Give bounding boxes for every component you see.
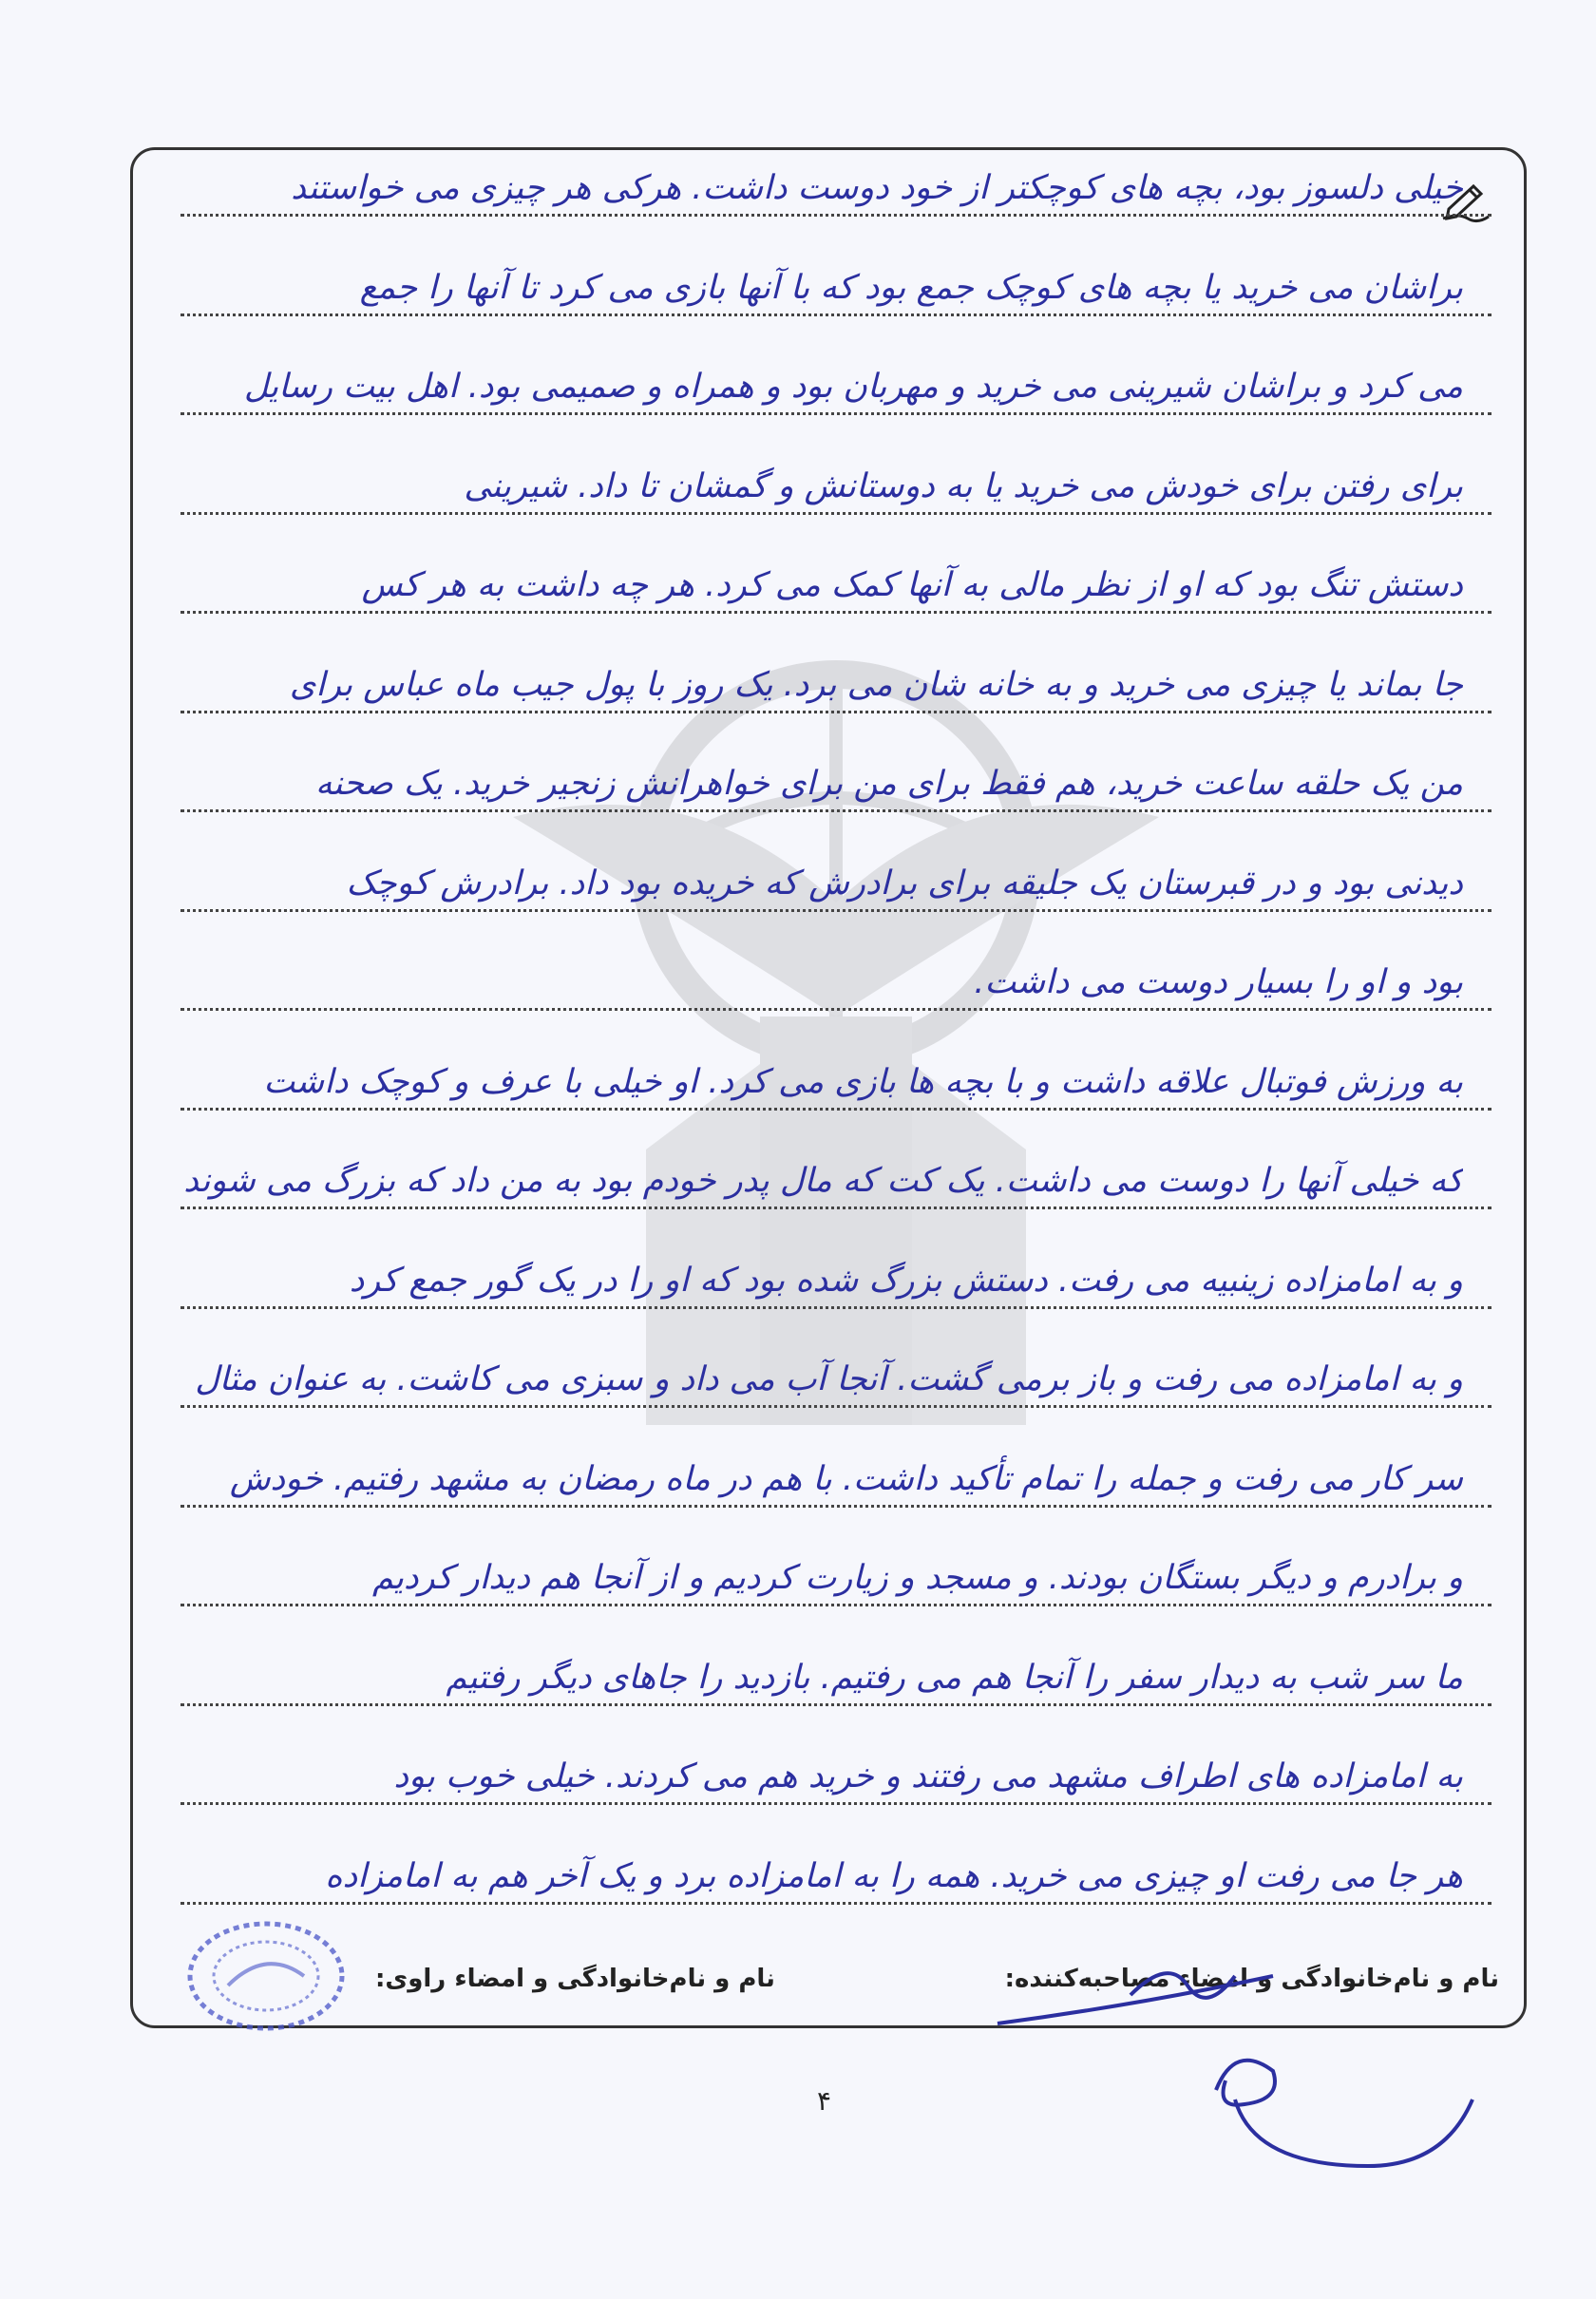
handwritten-line: می کرد و براشان شیرینی می خرید و مهربان بود و همراه و صمیمی بود. اهل بیت رسایل: [243, 368, 1463, 406]
handwritten-line: هر جا می رفت او چیزی می خرید. همه را به امامزاده برد و یک آخر هم به امامزاده: [325, 1856, 1463, 1895]
handwritten-signature: [988, 1938, 1482, 2185]
interviewer-signature-label: نام و نام‌خانوادگی و امضاء مصاحبه‌کننده:: [1004, 1965, 1499, 1993]
handwritten-line: و به امامزاده زینبیه می رفت. دستش بزرگ شده بود که او را در یک گور جمع کرد: [349, 1261, 1463, 1300]
handwritten-line: ما سر شب به دیدار سفر را آنجا هم می رفتیم. بازدید را جاهای دیگر رفتیم: [446, 1658, 1463, 1697]
handwritten-line: به ورزش فوتبال علاقه داشت و با بچه ها بازی می کرد. او خیلی با عرف و کوچک داشت: [263, 1062, 1463, 1101]
page-number: ۴: [817, 2085, 832, 2117]
handwritten-line: که خیلی آنها را دوست می داشت. یک کت که مال پدر خودم بود به من داد که بزرگ می شوند: [183, 1162, 1463, 1200]
handwritten-line: و برادرم و دیگر بستگان بودند. و مسجد و زیارت کردیم و از آنجا هم دیدار کردیم: [372, 1559, 1463, 1597]
handwritten-line: جا بماند یا چیزی می خرید و به خانه شان می برد. یک روز با پول جیب ماه عباس برای: [289, 665, 1463, 704]
handwritten-line: دیدنی بود و در قبرستان یک جلیقه برای برادرش که خریده بود داد. برادرش کوچک: [346, 864, 1463, 902]
ink-stamp: [171, 1910, 361, 2042]
handwritten-line: دستش تنگ بود که او از نظر مالی به آنها کمک می کرد. هر چه داشت به هر کس: [361, 566, 1463, 604]
handwritten-line: برای رفتن برای خودش می خرید یا به دوستانش و گمشان تا داد. شیرینی: [464, 466, 1463, 505]
handwritten-line: سر کار می رفت و جمله را تمام تأکید داشت. با هم در ماه رمضان به مشهد رفتیم. خودش: [229, 1459, 1463, 1498]
handwritten-line: خیلی دلسوز بود، بچه های کوچکتر از خود دوست داشت. هرکی هر چیزی می خواستند: [291, 169, 1463, 207]
narrator-signature-label: نام و نام‌خانوادگی و امضاء راوی:: [375, 1965, 775, 1993]
handwritten-line: براشان می خرید یا بچه های کوچک جمع بود که با آنها بازی می کرد تا آنها را جمع: [359, 268, 1463, 307]
handwritten-line: به امامزاده های اطراف مشهد می رفتند و خرید هم می کردند. خیلی خوب بود: [393, 1758, 1463, 1796]
handwritten-line: من یک حلقه ساعت خرید، هم فقط برای من برای خواهرانش زنجیر خرید. یک صحنه: [315, 765, 1463, 803]
handwritten-line: بود و او را بسیار دوست می داشت.: [974, 963, 1463, 1001]
handwritten-line: و به امامزاده می رفت و باز برمی گشت. آنجا آب می داد و سبزی می کاشت. به عنوان مثال: [195, 1360, 1463, 1398]
